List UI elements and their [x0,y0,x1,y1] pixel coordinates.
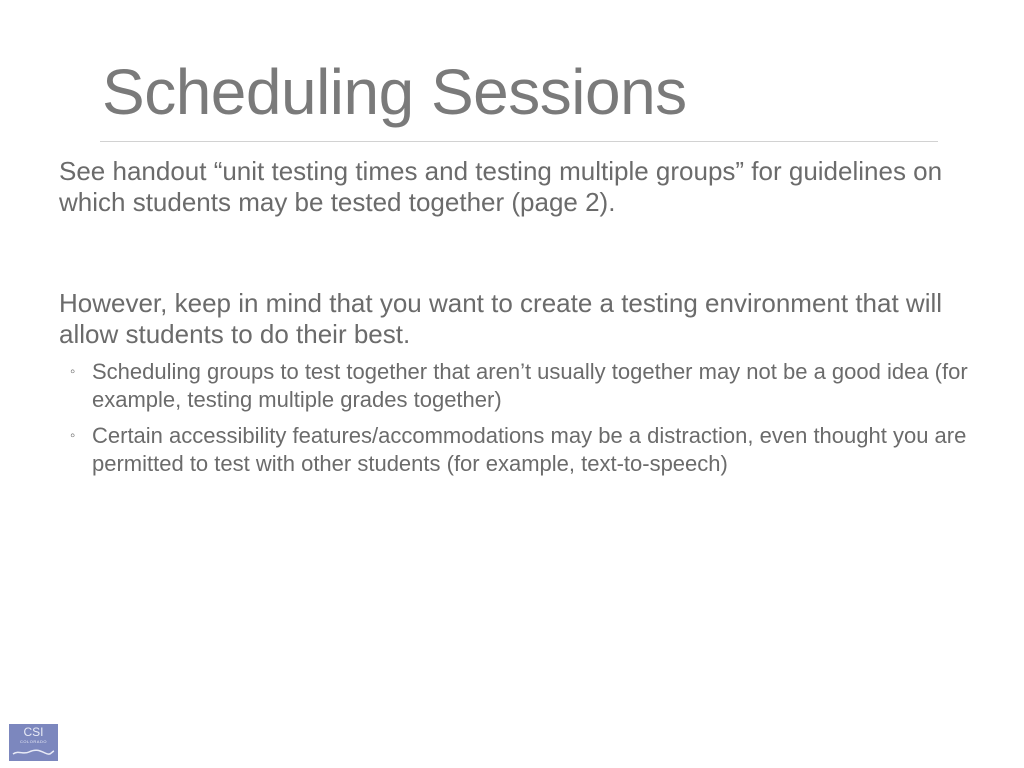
logo-text: CSI [23,725,44,739]
sub-bullet-list [59,358,968,478]
slide-body [59,156,968,486]
sub-bullet-text: Certain accessibility features/accommodations may be a distraction, even thought you are permitted to test with other students (for example, text-to-speech) [92,423,967,476]
bullet-circle-icon: ◦ [70,363,76,380]
csi-logo [9,724,58,761]
sub-bullet-text: Scheduling groups to test together that aren’t usually together may not be a good idea (for example, testing multiple grades together) [92,359,968,412]
body-paragraph-handout: See handout “unit testing times and testing multiple groups” for guidelines on which students may be tested together (page 2). [59,156,943,217]
sub-bullet-item [59,358,982,414]
bullet-circle-icon: ◦ [70,427,76,444]
body-paragraph-environment: However, keep in mind that you want to create a testing environment that will allow students to do their best. [59,288,943,349]
slide-title: Scheduling Sessions [102,56,687,128]
sub-bullet-item [59,422,982,478]
mountain-wave-logo-icon [11,744,56,758]
logo-subtext: COLORADO [20,739,47,744]
title-divider [100,141,938,142]
